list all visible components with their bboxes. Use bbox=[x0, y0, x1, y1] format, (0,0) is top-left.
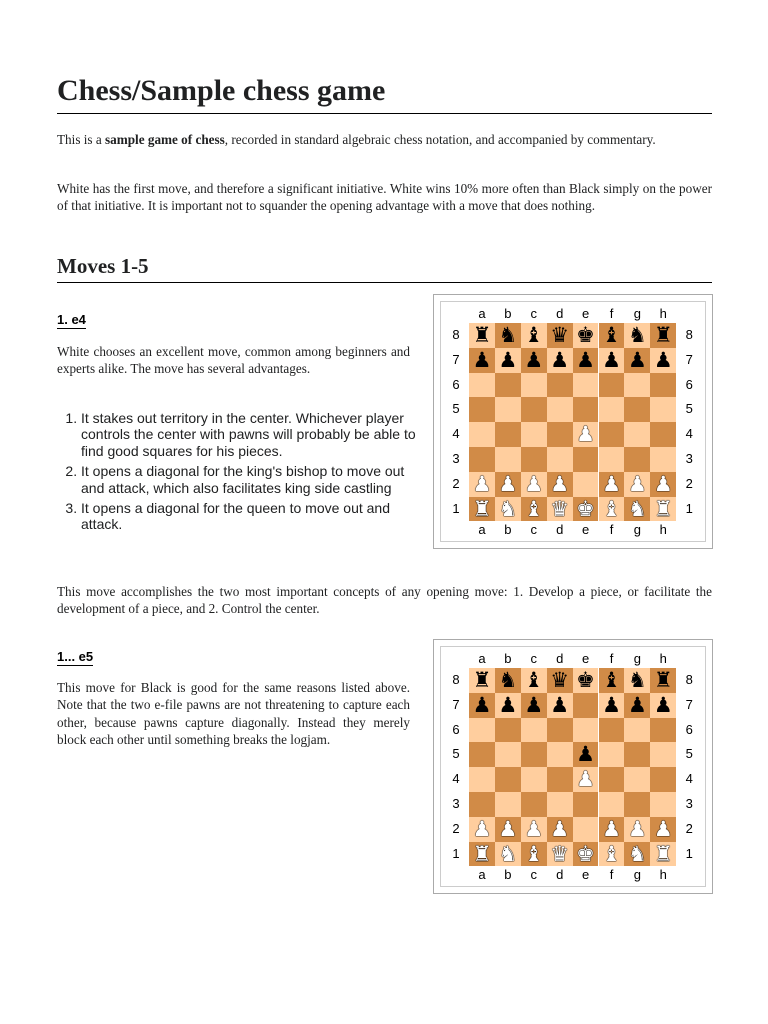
rank-label-4: 4 bbox=[685, 771, 693, 787]
file-label-c: c bbox=[530, 306, 538, 321]
file-label-d: d bbox=[556, 651, 564, 666]
file-label-e: e bbox=[581, 867, 590, 883]
page-title: Chess/Sample chess game bbox=[57, 72, 712, 114]
square-c6[interactable] bbox=[521, 373, 547, 398]
rank-label-3: 3 bbox=[452, 451, 460, 466]
square-c4[interactable] bbox=[521, 422, 547, 447]
square-d4[interactable] bbox=[547, 422, 573, 447]
square-c3[interactable] bbox=[521, 447, 547, 472]
white-pawn-icon[interactable]: ♟ bbox=[653, 471, 673, 496]
black-pawn-icon[interactable]: ♟ bbox=[472, 347, 492, 372]
black-bishop-icon[interactable]: ♝ bbox=[602, 668, 621, 692]
black-pawn-icon[interactable]: ♟ bbox=[576, 347, 595, 372]
chessboard-2 bbox=[434, 640, 712, 893]
square-a5[interactable] bbox=[469, 397, 495, 422]
black-knight-icon[interactable]: ♞ bbox=[627, 323, 647, 347]
rank-label-7: 7 bbox=[685, 351, 693, 367]
rank-label-2: 2 bbox=[685, 820, 693, 836]
file-label-h: h bbox=[659, 522, 667, 538]
square-f3[interactable] bbox=[599, 792, 625, 817]
rank-label-2: 2 bbox=[685, 475, 693, 491]
white-queen-icon[interactable]: ♛ bbox=[550, 496, 570, 521]
white-rook-icon[interactable]: ♜ bbox=[653, 841, 673, 866]
white-bishop-icon[interactable]: ♝ bbox=[524, 496, 544, 521]
move-1b-text: This move for Black is good for the same reasons listed above. Note that the two e-file pawns are not threatening to capture each other, because pawns capture diagonally. Instead they merely block each other until something breaks the logjam. bbox=[57, 680, 410, 748]
square-a4[interactable] bbox=[469, 422, 495, 447]
rank-label-2: 2 bbox=[452, 820, 460, 836]
white-pawn-icon[interactable]: ♟ bbox=[498, 471, 518, 496]
square-a6[interactable] bbox=[469, 718, 495, 743]
rank-label-4: 4 bbox=[452, 426, 460, 442]
white-pawn-icon[interactable]: ♟ bbox=[602, 816, 621, 841]
black-pawn-icon[interactable]: ♟ bbox=[472, 692, 492, 717]
file-label-c: c bbox=[530, 651, 538, 666]
file-label-f: f bbox=[609, 522, 614, 538]
rank-label-7: 7 bbox=[452, 351, 460, 367]
rank-label-5: 5 bbox=[452, 746, 460, 762]
rank-label-1: 1 bbox=[452, 500, 460, 516]
move-1b-heading: 1... e5 bbox=[57, 649, 94, 664]
black-pawn-icon[interactable]: ♟ bbox=[653, 692, 673, 717]
black-knight-icon[interactable]: ♞ bbox=[498, 668, 518, 692]
chessboard-frame-1 bbox=[433, 294, 713, 549]
black-pawn-icon[interactable]: ♟ bbox=[576, 742, 595, 767]
black-bishop-icon[interactable]: ♝ bbox=[602, 323, 621, 347]
square-b4[interactable] bbox=[495, 767, 521, 792]
black-pawn-icon[interactable]: ♟ bbox=[524, 692, 544, 717]
file-label-b: b bbox=[504, 651, 512, 666]
file-label-d: d bbox=[556, 867, 564, 883]
square-a3[interactable] bbox=[469, 447, 495, 472]
square-h6[interactable] bbox=[650, 373, 676, 398]
chessboard-frame-2 bbox=[433, 639, 713, 894]
black-knight-icon[interactable]: ♞ bbox=[627, 668, 647, 692]
square-g3[interactable] bbox=[624, 447, 650, 472]
rank-label-5: 5 bbox=[685, 746, 693, 762]
square-f4[interactable] bbox=[599, 767, 625, 792]
square-c5[interactable] bbox=[521, 397, 547, 422]
move-1-text: White chooses an excellent move, common among beginners and experts alike. The move has several advantages. bbox=[57, 344, 410, 377]
move-1-heading-wrap bbox=[57, 311, 86, 329]
black-pawn-icon[interactable]: ♟ bbox=[550, 347, 570, 372]
square-b3[interactable] bbox=[495, 447, 521, 472]
square-g5[interactable] bbox=[624, 742, 650, 767]
file-label-e: e bbox=[581, 522, 590, 538]
black-rook-icon[interactable]: ♜ bbox=[472, 668, 492, 692]
square-d5[interactable] bbox=[547, 742, 573, 767]
square-d3[interactable] bbox=[547, 447, 573, 472]
file-label-f: f bbox=[609, 306, 614, 321]
file-label-b: b bbox=[504, 306, 512, 321]
rank-label-8: 8 bbox=[452, 327, 460, 342]
white-pawn-icon[interactable]: ♟ bbox=[550, 816, 570, 841]
white-pawn-icon[interactable]: ♟ bbox=[576, 767, 595, 792]
square-h3[interactable] bbox=[650, 447, 676, 472]
file-label-a: a bbox=[478, 522, 486, 538]
advantage-item: 2. It opens a diagonal for the king's bishop to move out and attack, which also facilitates king side castling bbox=[81, 463, 417, 496]
square-h4[interactable] bbox=[650, 767, 676, 792]
rank-label-6: 6 bbox=[685, 721, 693, 737]
file-label-d: d bbox=[556, 522, 564, 538]
square-f6[interactable] bbox=[599, 373, 625, 398]
rank-label-1: 1 bbox=[685, 500, 693, 516]
white-pawn-icon[interactable]: ♟ bbox=[602, 471, 621, 496]
file-label-g: g bbox=[633, 306, 641, 321]
white-queen-icon[interactable]: ♛ bbox=[550, 841, 570, 866]
black-pawn-icon[interactable]: ♟ bbox=[498, 692, 518, 717]
square-f5[interactable] bbox=[599, 742, 625, 767]
black-pawn-icon[interactable]: ♟ bbox=[602, 347, 621, 372]
square-d6[interactable] bbox=[547, 718, 573, 743]
white-rook-icon[interactable]: ♜ bbox=[472, 496, 492, 521]
black-rook-icon[interactable]: ♜ bbox=[653, 323, 673, 347]
move-1b-heading-wrap bbox=[57, 648, 93, 666]
black-pawn-icon[interactable]: ♟ bbox=[627, 347, 647, 372]
file-label-a: a bbox=[478, 306, 486, 321]
black-pawn-icon[interactable]: ♟ bbox=[627, 692, 647, 717]
square-f3[interactable] bbox=[599, 447, 625, 472]
square-a4[interactable] bbox=[469, 767, 495, 792]
advantages-list bbox=[57, 410, 417, 537]
white-knight-icon[interactable]: ♞ bbox=[627, 496, 647, 521]
rank-label-8: 8 bbox=[452, 672, 460, 687]
white-king-icon[interactable]: ♚ bbox=[576, 841, 595, 866]
square-e3[interactable] bbox=[573, 447, 599, 472]
intro-paragraph-2: White has the first move, and therefore a significant initiative. White wins 10% more often than Black simply on the power of that initiative. It is important not to squander the opening advantage with a move that does nothing. bbox=[57, 181, 712, 214]
white-bishop-icon[interactable]: ♝ bbox=[602, 841, 621, 866]
square-a5[interactable] bbox=[469, 742, 495, 767]
rank-label-6: 6 bbox=[452, 376, 460, 392]
rank-label-8: 8 bbox=[685, 672, 693, 687]
square-e5[interactable] bbox=[573, 397, 599, 422]
square-f6[interactable] bbox=[599, 718, 625, 743]
square-c5[interactable] bbox=[521, 742, 547, 767]
file-label-c: c bbox=[530, 522, 538, 538]
file-label-g: g bbox=[633, 867, 641, 883]
advantage-item: 1. It stakes out territory in the center. Whichever player controls the center with pawns will probably be able to find good squares for his pieces. bbox=[81, 410, 417, 459]
move-1-summary: This move accomplishes the two most important concepts of any opening move: 1. Develop a piece, or facilitate the development of a piece, and 2. Control the center. bbox=[57, 584, 712, 617]
rank-label-1: 1 bbox=[452, 845, 460, 861]
intro-bold-term[interactable]: sample game of chess bbox=[105, 132, 225, 147]
rank-label-3: 3 bbox=[452, 796, 460, 811]
move-1-heading: 1. e4 bbox=[57, 312, 86, 327]
black-pawn-icon[interactable]: ♟ bbox=[524, 347, 544, 372]
file-label-e: e bbox=[581, 306, 590, 321]
file-label-f: f bbox=[609, 867, 614, 883]
black-queen-icon[interactable]: ♛ bbox=[550, 668, 570, 692]
file-label-a: a bbox=[478, 867, 486, 883]
square-b5[interactable] bbox=[495, 397, 521, 422]
black-rook-icon[interactable]: ♜ bbox=[472, 323, 492, 347]
rank-label-4: 4 bbox=[685, 426, 693, 442]
square-e6[interactable] bbox=[573, 373, 599, 398]
square-g6[interactable] bbox=[624, 718, 650, 743]
rank-label-2: 2 bbox=[452, 475, 460, 491]
white-rook-icon[interactable]: ♜ bbox=[653, 496, 673, 521]
white-knight-icon[interactable]: ♞ bbox=[627, 841, 647, 866]
section-heading: Moves 1-5 bbox=[57, 252, 712, 283]
square-g4[interactable] bbox=[624, 767, 650, 792]
advantage-item: 3. It opens a diagonal for the queen to move out and attack. bbox=[81, 500, 417, 533]
white-pawn-icon[interactable]: ♟ bbox=[498, 816, 518, 841]
black-rook-icon[interactable]: ♜ bbox=[653, 668, 673, 692]
black-pawn-icon[interactable]: ♟ bbox=[653, 347, 673, 372]
square-f5[interactable] bbox=[599, 397, 625, 422]
white-pawn-icon[interactable]: ♟ bbox=[472, 816, 492, 841]
white-pawn-icon[interactable]: ♟ bbox=[576, 422, 595, 447]
file-label-b: b bbox=[504, 867, 512, 883]
square-e6[interactable] bbox=[573, 718, 599, 743]
square-f4[interactable] bbox=[599, 422, 625, 447]
rank-label-5: 5 bbox=[452, 401, 460, 417]
square-e3[interactable] bbox=[573, 792, 599, 817]
black-bishop-icon[interactable]: ♝ bbox=[524, 323, 544, 347]
square-d3[interactable] bbox=[547, 792, 573, 817]
white-pawn-icon[interactable]: ♟ bbox=[550, 471, 570, 496]
rank-label-7: 7 bbox=[685, 696, 693, 712]
square-h6[interactable] bbox=[650, 718, 676, 743]
square-g5[interactable] bbox=[624, 397, 650, 422]
square-c6[interactable] bbox=[521, 718, 547, 743]
white-king-icon[interactable]: ♚ bbox=[576, 496, 595, 521]
white-pawn-icon[interactable]: ♟ bbox=[472, 471, 492, 496]
square-d6[interactable] bbox=[547, 373, 573, 398]
file-label-g: g bbox=[633, 522, 641, 538]
white-pawn-icon[interactable]: ♟ bbox=[653, 816, 673, 841]
square-b6[interactable] bbox=[495, 718, 521, 743]
black-king-icon[interactable]: ♚ bbox=[576, 668, 595, 692]
rank-label-3: 3 bbox=[685, 796, 693, 811]
rank-label-8: 8 bbox=[685, 327, 693, 342]
black-queen-icon[interactable]: ♛ bbox=[550, 323, 570, 347]
white-pawn-icon[interactable]: ♟ bbox=[627, 471, 647, 496]
file-label-f: f bbox=[609, 651, 614, 666]
square-e2[interactable] bbox=[573, 817, 599, 842]
white-bishop-icon[interactable]: ♝ bbox=[524, 841, 544, 866]
file-label-e: e bbox=[581, 651, 590, 666]
white-rook-icon[interactable]: ♜ bbox=[472, 841, 492, 866]
file-label-g: g bbox=[633, 651, 641, 666]
square-g3[interactable] bbox=[624, 792, 650, 817]
white-pawn-icon[interactable]: ♟ bbox=[524, 816, 544, 841]
white-pawn-icon[interactable]: ♟ bbox=[627, 816, 647, 841]
square-h4[interactable] bbox=[650, 422, 676, 447]
square-b3[interactable] bbox=[495, 792, 521, 817]
white-knight-icon[interactable]: ♞ bbox=[498, 841, 518, 866]
square-a6[interactable] bbox=[469, 373, 495, 398]
square-c3[interactable] bbox=[521, 792, 547, 817]
square-b5[interactable] bbox=[495, 742, 521, 767]
square-e2[interactable] bbox=[573, 472, 599, 497]
rank-label-5: 5 bbox=[685, 401, 693, 417]
square-h5[interactable] bbox=[650, 397, 676, 422]
file-label-a: a bbox=[478, 651, 486, 666]
rank-label-7: 7 bbox=[452, 696, 460, 712]
file-label-c: c bbox=[530, 867, 538, 883]
white-pawn-icon[interactable]: ♟ bbox=[524, 471, 544, 496]
file-label-h: h bbox=[659, 867, 667, 883]
file-label-d: d bbox=[556, 306, 564, 321]
square-c4[interactable] bbox=[521, 767, 547, 792]
square-g6[interactable] bbox=[624, 373, 650, 398]
intro-paragraph-1 bbox=[57, 131, 712, 148]
rank-label-4: 4 bbox=[452, 771, 460, 787]
black-king-icon[interactable]: ♚ bbox=[576, 323, 595, 347]
square-d4[interactable] bbox=[547, 767, 573, 792]
file-label-h: h bbox=[659, 651, 667, 666]
rank-label-6: 6 bbox=[452, 721, 460, 737]
chessboard-1 bbox=[434, 295, 712, 548]
square-e7[interactable] bbox=[573, 693, 599, 718]
square-h5[interactable] bbox=[650, 742, 676, 767]
black-pawn-icon[interactable]: ♟ bbox=[550, 692, 570, 717]
intro-text-end: , recorded in standard algebraic chess notation, and accompanied by commentary. bbox=[224, 132, 656, 147]
square-b4[interactable] bbox=[495, 422, 521, 447]
rank-label-1: 1 bbox=[685, 845, 693, 861]
square-a3[interactable] bbox=[469, 792, 495, 817]
black-knight-icon[interactable]: ♞ bbox=[498, 323, 518, 347]
file-label-b: b bbox=[504, 522, 512, 538]
file-label-h: h bbox=[659, 306, 667, 321]
black-bishop-icon[interactable]: ♝ bbox=[524, 668, 544, 692]
square-b6[interactable] bbox=[495, 373, 521, 398]
rank-label-6: 6 bbox=[685, 376, 693, 392]
white-bishop-icon[interactable]: ♝ bbox=[602, 496, 621, 521]
rank-label-3: 3 bbox=[685, 451, 693, 466]
square-d5[interactable] bbox=[547, 397, 573, 422]
square-g4[interactable] bbox=[624, 422, 650, 447]
square-h3[interactable] bbox=[650, 792, 676, 817]
intro-text-start: This is a bbox=[57, 132, 105, 147]
white-knight-icon[interactable]: ♞ bbox=[498, 496, 518, 521]
black-pawn-icon[interactable]: ♟ bbox=[498, 347, 518, 372]
black-pawn-icon[interactable]: ♟ bbox=[602, 692, 621, 717]
